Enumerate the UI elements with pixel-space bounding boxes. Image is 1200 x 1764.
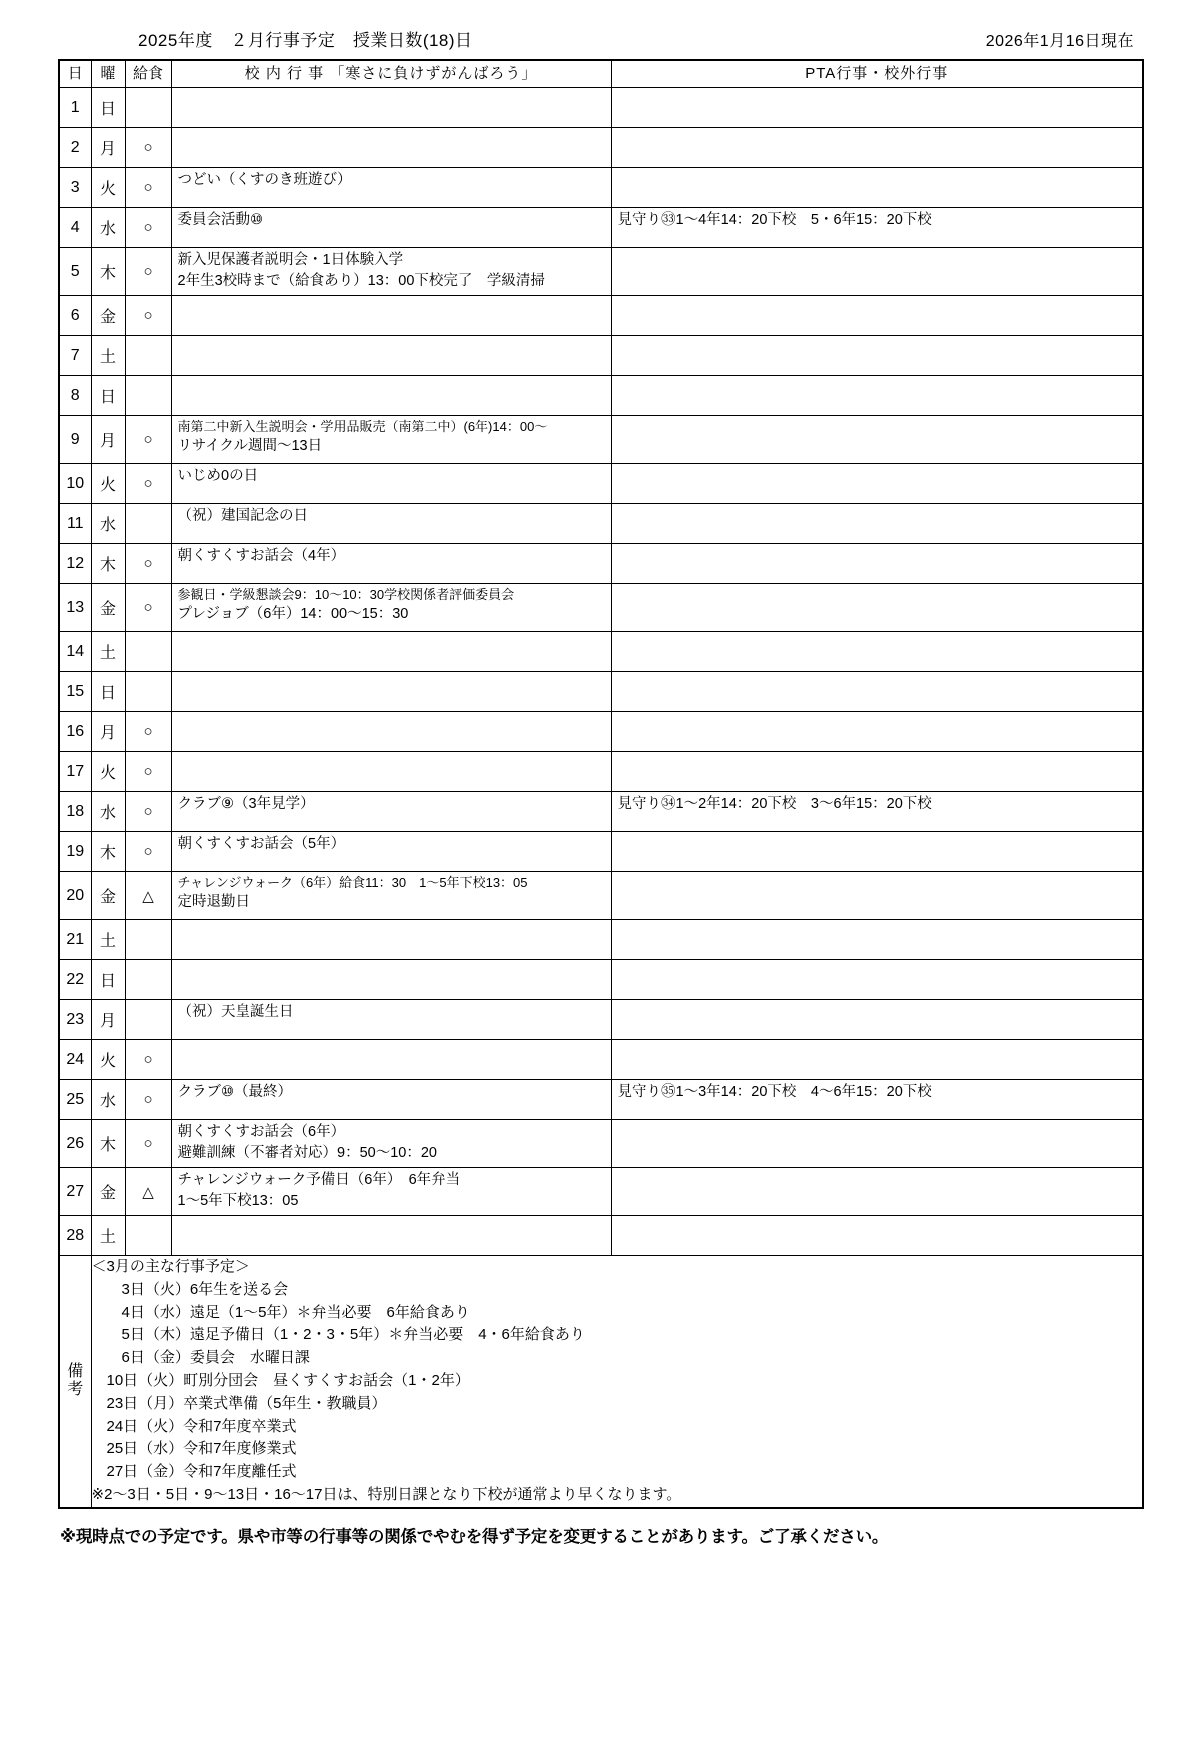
cell-in-school-events [171,544,611,584]
cell-weekday: 土 [91,632,125,672]
cell-in-school-events [171,1168,611,1216]
event-line: 定時退勤日 [177,894,250,911]
remarks-body [91,1256,1143,1508]
cell-outside-events [611,632,1143,672]
cell-outside-events [611,1000,1143,1040]
cell-weekday: 水 [91,1080,125,1120]
cell-in-school-events [171,632,611,672]
cell-lunch [125,376,171,416]
cell-day: 8 [59,376,91,416]
remarks-line: 6日（金）委員会 水曜日課 [91,1349,310,1367]
cell-weekday: 日 [91,960,125,1000]
remarks-line: ＜3月の主な行事予定＞ [91,1258,250,1275]
cell-in-school-events [171,128,611,168]
cell-day: 6 [59,296,91,336]
event-line: チャレンジウォーク予備日（6年） 6年弁当 [177,1172,461,1188]
cell-weekday: 木 [91,248,125,296]
cell-in-school-events [171,1000,611,1040]
cell-weekday: 土 [91,336,125,376]
cell-lunch: ○ [125,1080,171,1120]
event-line: 1～5年下校13：05 [177,1192,299,1209]
table-row [59,88,1143,128]
cell-day: 5 [59,248,91,296]
cell-weekday: 月 [91,128,125,168]
cell-day: 13 [59,584,91,632]
remarks-line: 27日（金）令和7年度離任式 [91,1463,297,1481]
table-row [59,1080,1143,1120]
cell-lunch: ○ [125,832,171,872]
table-row [59,1120,1143,1168]
cell-weekday: 火 [91,1040,125,1080]
cell-outside-events [611,168,1143,208]
cell-weekday: 月 [91,416,125,464]
cell-lunch: △ [125,872,171,920]
cell-lunch: △ [125,1168,171,1216]
event-line: （祝）天皇誕生日 [177,1004,294,1020]
table-row [59,792,1143,832]
cell-day: 28 [59,1216,91,1256]
table-row [59,584,1143,632]
table-header [59,60,1143,88]
cell-day: 7 [59,336,91,376]
cell-lunch: ○ [125,464,171,504]
remarks-row [59,1256,1143,1508]
cell-weekday: 月 [91,1000,125,1040]
table-row [59,168,1143,208]
cell-weekday: 日 [91,672,125,712]
event-line: プレジョブ（6年）14：00～15：30 [177,606,409,623]
cell-outside-events [611,336,1143,376]
table-row [59,416,1143,464]
event-line: 朝くすくすお話会（4年） [177,548,346,564]
cell-day: 14 [59,632,91,672]
event-line: リサイクル週間～13日 [177,438,323,455]
cell-outside-events [611,128,1143,168]
event-line: クラブ⑩（最終） [177,1084,292,1100]
monthly-schedule-table [58,59,1144,1509]
cell-weekday: 土 [91,920,125,960]
cell-outside-events [611,872,1143,920]
cell-day: 23 [59,1000,91,1040]
cell-weekday: 水 [91,208,125,248]
event-line: 南第二中新入生説明会・学用品販売（南第二中）(6年)14：00～ [177,419,548,434]
cell-in-school-events [171,1216,611,1256]
col-header-day: 日 [59,60,91,88]
table-row [59,248,1143,296]
cell-outside-events [611,1216,1143,1256]
cell-in-school-events [171,168,611,208]
cell-in-school-events [171,960,611,1000]
table-row [59,128,1143,168]
cell-outside-events [611,248,1143,296]
cell-lunch: ○ [125,416,171,464]
table-row [59,632,1143,672]
cell-in-school-events [171,1120,611,1168]
cell-weekday: 金 [91,872,125,920]
table-row [59,920,1143,960]
cell-in-school-events [171,248,611,296]
cell-day: 15 [59,672,91,712]
cell-day: 22 [59,960,91,1000]
cell-weekday: 火 [91,168,125,208]
cell-in-school-events [171,464,611,504]
remarks-line: 24日（火）令和7年度卒業式 [91,1417,297,1435]
cell-day: 26 [59,1120,91,1168]
cell-outside-events [611,752,1143,792]
cell-day: 27 [59,1168,91,1216]
cell-lunch: ○ [125,712,171,752]
cell-day: 3 [59,168,91,208]
cell-outside-events [611,296,1143,336]
cell-in-school-events [171,712,611,752]
cell-day: 16 [59,712,91,752]
cell-lunch [125,920,171,960]
cell-weekday: 木 [91,544,125,584]
cell-in-school-events [171,920,611,960]
cell-day: 11 [59,504,91,544]
cell-lunch: ○ [125,584,171,632]
cell-weekday: 土 [91,1216,125,1256]
event-line: 朝くすくすお話会（6年） [177,1124,346,1140]
remarks-line: 5日（木）遠足予備日（1・2・3・5年）＊弁当必要 4・6年給食あり [91,1326,585,1344]
cell-outside-events [611,464,1143,504]
cell-lunch: ○ [125,168,171,208]
cell-in-school-events [171,1040,611,1080]
table-row [59,1000,1143,1040]
cell-outside-events [611,712,1143,752]
cell-weekday: 水 [91,792,125,832]
cell-lunch [125,88,171,128]
cell-day: 4 [59,208,91,248]
event-line: 見守り㉞1～2年14：20下校 3～6年15：20下校 [617,796,932,812]
cell-in-school-events [171,208,611,248]
cell-outside-events [611,88,1143,128]
col-header-out-school: PTA行事・校外行事 [611,60,1143,88]
cell-in-school-events [171,872,611,920]
cell-outside-events [611,208,1143,248]
table-body [59,88,1143,1508]
cell-outside-events [611,416,1143,464]
cell-weekday: 水 [91,504,125,544]
cell-lunch [125,960,171,1000]
event-line: クラブ⑨（3年見学） [177,796,315,812]
cell-day: 9 [59,416,91,464]
cell-day: 2 [59,128,91,168]
cell-in-school-events [171,416,611,464]
cell-outside-events [611,672,1143,712]
cell-day: 1 [59,88,91,128]
cell-day: 10 [59,464,91,504]
page-title: 2025年度 ２月行事予定 授業日数(18)日 [138,31,473,50]
cell-lunch [125,632,171,672]
cell-lunch [125,672,171,712]
cell-outside-events [611,1040,1143,1080]
cell-outside-events [611,920,1143,960]
event-line: 見守り㉟1～3年14：20下校 4～6年15：20下校 [617,1084,932,1100]
cell-weekday: 木 [91,832,125,872]
cell-outside-events [611,1168,1143,1216]
cell-lunch: ○ [125,296,171,336]
cell-day: 24 [59,1040,91,1080]
cell-day: 12 [59,544,91,584]
table-row [59,376,1143,416]
cell-outside-events [611,832,1143,872]
cell-lunch: ○ [125,544,171,584]
document-header [58,26,1142,59]
cell-outside-events [611,544,1143,584]
cell-lunch [125,504,171,544]
remarks-label: 備 考 [59,1256,91,1508]
cell-day: 25 [59,1080,91,1120]
cell-day: 18 [59,792,91,832]
cell-weekday: 金 [91,584,125,632]
cell-in-school-events [171,584,611,632]
table-row [59,752,1143,792]
cell-in-school-events [171,752,611,792]
cell-outside-events [611,792,1143,832]
cell-weekday: 日 [91,376,125,416]
cell-lunch: ○ [125,128,171,168]
cell-weekday: 火 [91,464,125,504]
cell-outside-events [611,584,1143,632]
cell-day: 19 [59,832,91,872]
table-header-row [59,60,1143,88]
cell-weekday: 日 [91,88,125,128]
cell-in-school-events [171,672,611,712]
cell-day: 21 [59,920,91,960]
cell-weekday: 火 [91,752,125,792]
event-line: 新入児保護者説明会・1日体験入学 [177,252,404,268]
cell-outside-events [611,504,1143,544]
col-header-lunch: 給食 [125,60,171,88]
cell-in-school-events [171,296,611,336]
cell-in-school-events [171,832,611,872]
table-row [59,296,1143,336]
cell-in-school-events [171,792,611,832]
table-row [59,544,1143,584]
remarks-line: 25日（水）令和7年度修業式 [91,1440,297,1458]
cell-outside-events [611,376,1143,416]
remarks-line: 3日（火）6年生を送る会 [91,1280,289,1298]
cell-in-school-events [171,88,611,128]
table-row [59,208,1143,248]
cell-lunch: ○ [125,248,171,296]
cell-weekday: 金 [91,1168,125,1216]
event-line: いじめ0の日 [177,468,259,484]
cell-in-school-events [171,336,611,376]
cell-lunch: ○ [125,752,171,792]
cell-outside-events [611,1080,1143,1120]
cell-outside-events [611,1120,1143,1168]
event-line: 2年生3校時まで（給食あり）13：00下校完了 学級清掃 [177,272,545,289]
table-row [59,832,1143,872]
cell-outside-events [611,960,1143,1000]
footer-note: ※現時点での予定です。県や市等の行事等の関係でやむを得ず予定を変更することがあります。ご了承ください。 [60,1527,889,1546]
cell-lunch: ○ [125,1120,171,1168]
cell-day: 20 [59,872,91,920]
col-header-in-school: 校 内 行 事 「寒さに負けずがんばろう」 [171,60,611,88]
table-row [59,960,1143,1000]
table-row [59,712,1143,752]
cell-weekday: 月 [91,712,125,752]
table-row [59,1216,1143,1256]
table-row [59,504,1143,544]
as-of-date: 2026年1月16日現在 [985,33,1134,50]
table-row [59,1168,1143,1216]
event-line: 避難訓練（不審者対応）9：50～10：20 [177,1144,437,1161]
remarks-line: 10日（火）町別分団会 昼くすくすお話会（1・2年） [91,1371,470,1389]
event-line: （祝）建国記念の日 [177,508,308,524]
event-line: 委員会活動⑩ [177,212,263,228]
table-row [59,1040,1143,1080]
table-row [59,672,1143,712]
table-row [59,464,1143,504]
table-row [59,872,1143,920]
cell-lunch [125,1216,171,1256]
cell-lunch [125,336,171,376]
event-line: 参観日・学級懇談会9：10～10：30学校関係者評価委員会 [177,587,515,602]
col-header-dow: 曜 [91,60,125,88]
remarks-line: 23日（月）卒業式準備（5年生・教職員） [91,1394,387,1412]
event-line: チャレンジウォーク（6年）給食11：30 1～5年下校13：05 [177,875,528,890]
remarks-line: ※2～3日・5日・9～13日・16～17日は、特別日課となり下校が通常より早くなります。 [91,1485,682,1503]
cell-lunch: ○ [125,1040,171,1080]
table-row [59,336,1143,376]
cell-lunch: ○ [125,208,171,248]
event-line: 見守り㉝1～4年14：20下校 5・6年15：20下校 [617,212,932,228]
cell-day: 17 [59,752,91,792]
cell-lunch: ○ [125,792,171,832]
cell-weekday: 金 [91,296,125,336]
cell-weekday: 木 [91,1120,125,1168]
event-line: 朝くすくすお話会（5年） [177,836,346,852]
cell-in-school-events [171,376,611,416]
cell-lunch [125,1000,171,1040]
cell-in-school-events [171,1080,611,1120]
cell-in-school-events [171,504,611,544]
remarks-line: 4日（水）遠足（1～5年）＊弁当必要 6年給食あり [91,1303,470,1321]
event-line: つどい（くすのき班遊び） [177,172,352,188]
